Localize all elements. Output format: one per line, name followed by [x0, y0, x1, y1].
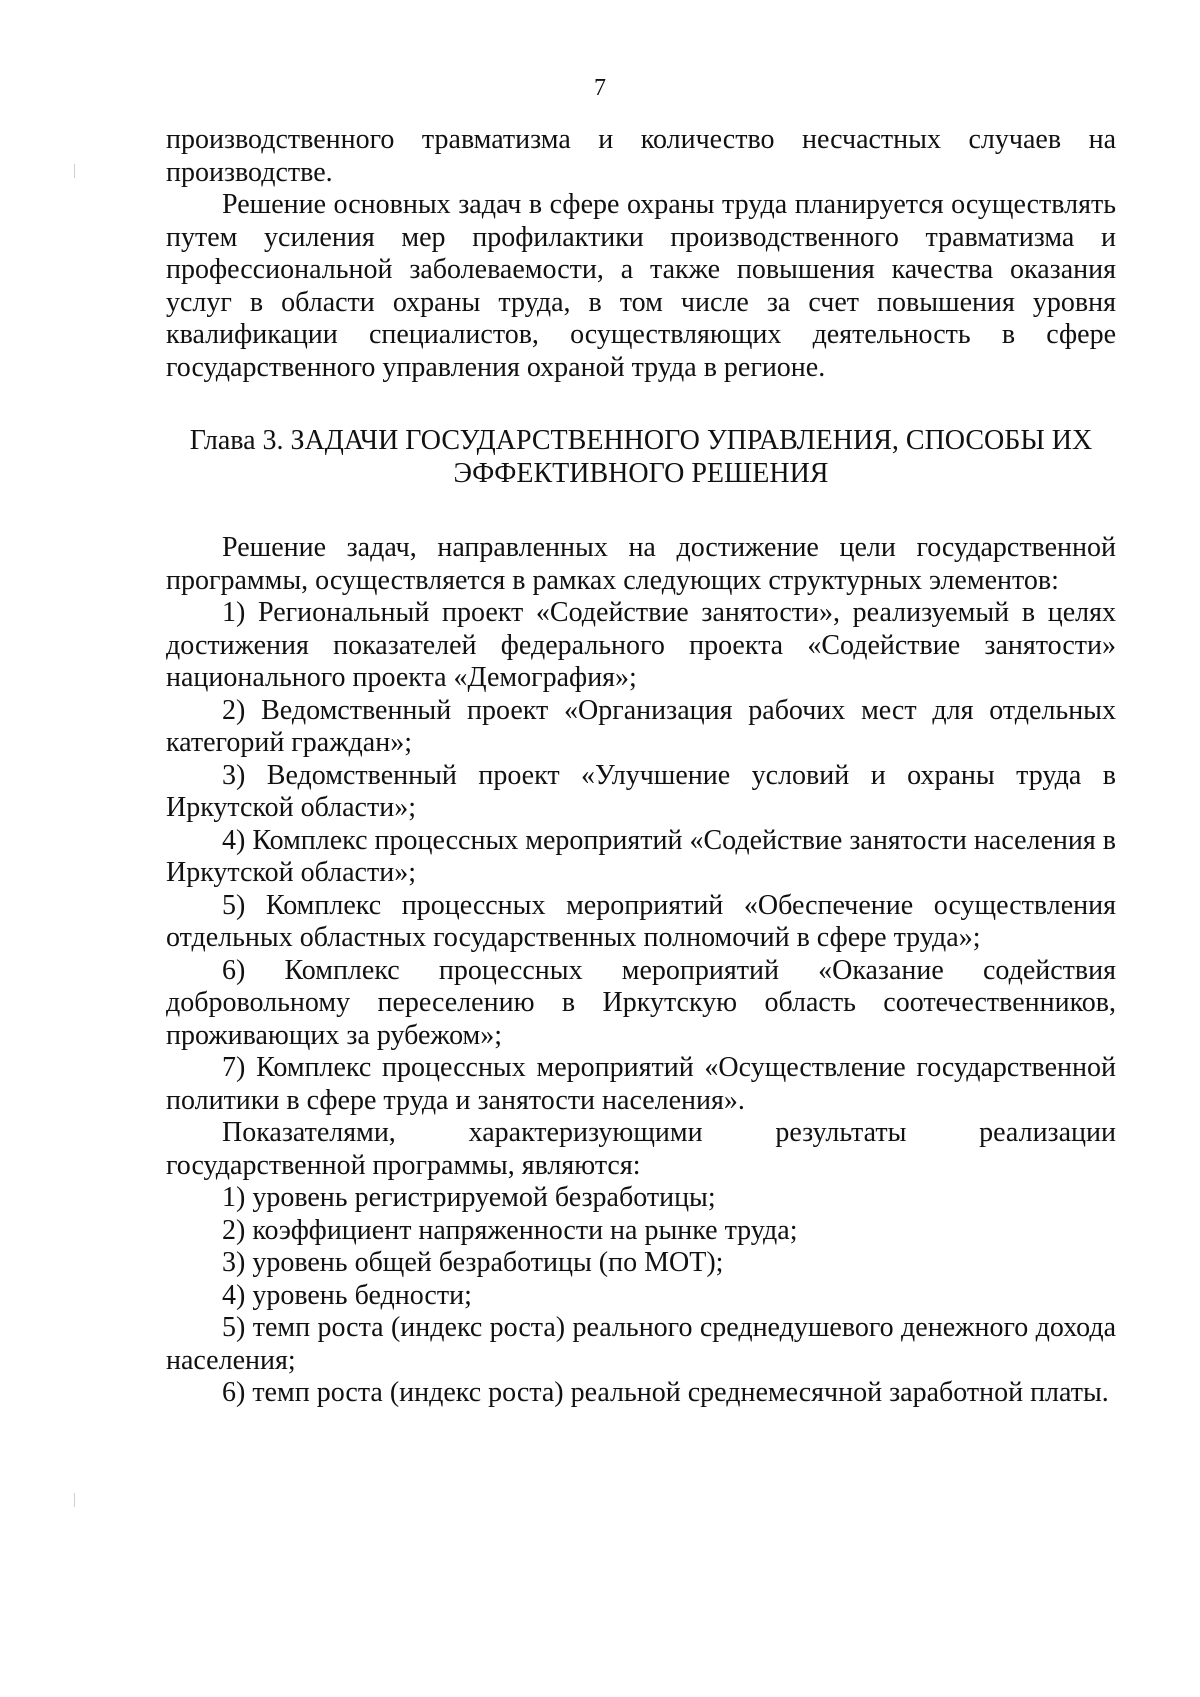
document-body: [166, 124, 1116, 1410]
paragraph: Показателями, характеризующими результаты реализации государственной программы, являются:: [166, 1117, 1116, 1181]
margin-mark: [74, 164, 75, 178]
list-item: 6) Комплекс процессных мероприятий «Оказание содействия добровольному переселению в Иркутскую область соотечественников, проживающих за рубежом»;: [166, 954, 1116, 1051]
paragraph: производственного травматизма и количество несчастных случаев на производстве.: [166, 124, 1116, 188]
chapter-heading-line: ЭФФЕКТИВНОГО РЕШЕНИЯ: [453, 458, 829, 489]
list-item: 3) уровень общей безработицы (по МОТ);: [222, 1247, 724, 1278]
list-item: 4) уровень бедности;: [222, 1279, 472, 1311]
list-item: 2) Ведомственный проект «Организация рабочих мест для отдельных категорий граждан»;: [166, 694, 1116, 758]
list-item: 7) Комплекс процессных мероприятий «Осуществление государственной политики в сфере труда и занятости населения».: [166, 1052, 1116, 1116]
list-item: 1) уровень регистрируемой безработицы;: [222, 1182, 716, 1213]
page-number: 7: [594, 75, 606, 101]
chapter-heading: [166, 424, 1116, 490]
list-item: 5) темп роста (индекс роста) реального среднедушевого денежного дохода населения;: [166, 1312, 1116, 1376]
list-item: 6) темп роста (индекс роста) реальной среднемесячной заработной платы.: [222, 1377, 1109, 1408]
margin-mark: [74, 1493, 75, 1507]
list-item: 1) Региональный проект «Содействие занятости», реализуемый в целях достижения показателей федерального проекта «Содействие занятости» национального проекта «Демография»;: [166, 597, 1116, 693]
list-item: 2) коэффициент напряженности на рынке труда;: [222, 1214, 798, 1246]
paragraph: Решение основных задач в сфере охраны труда планируется осуществлять путем усиления мер профилактики производственного травматизма и профессиональной заболеваемости, а также повышения качества оказания услуг в области охраны труда, в том числе за счет повышения уровня квалификации специалистов, осуществляющих деятельность в сфере государственного управления охраной труда в регионе.: [166, 189, 1116, 383]
paragraph: Решение задач, направленных на достижение цели государственной программы, осуществляется в рамках следующих структурных элементов:: [166, 532, 1116, 596]
list-item: 3) Ведомственный проект «Улучшение условий и охраны труда в Иркутской области»;: [166, 759, 1116, 823]
chapter-heading-line: Глава 3. ЗАДАЧИ ГОСУДАРСТВЕННОГО УПРАВЛЕНИЯ, СПОСОБЫ ИХ: [189, 425, 1093, 456]
list-item: 4) Комплекс процессных мероприятий «Содействие занятости населения в Иркутской области»;: [166, 824, 1116, 888]
list-item: 5) Комплекс процессных мероприятий «Обеспечение осуществления отдельных областных государственных полномочий в сфере труда»;: [166, 889, 1116, 953]
